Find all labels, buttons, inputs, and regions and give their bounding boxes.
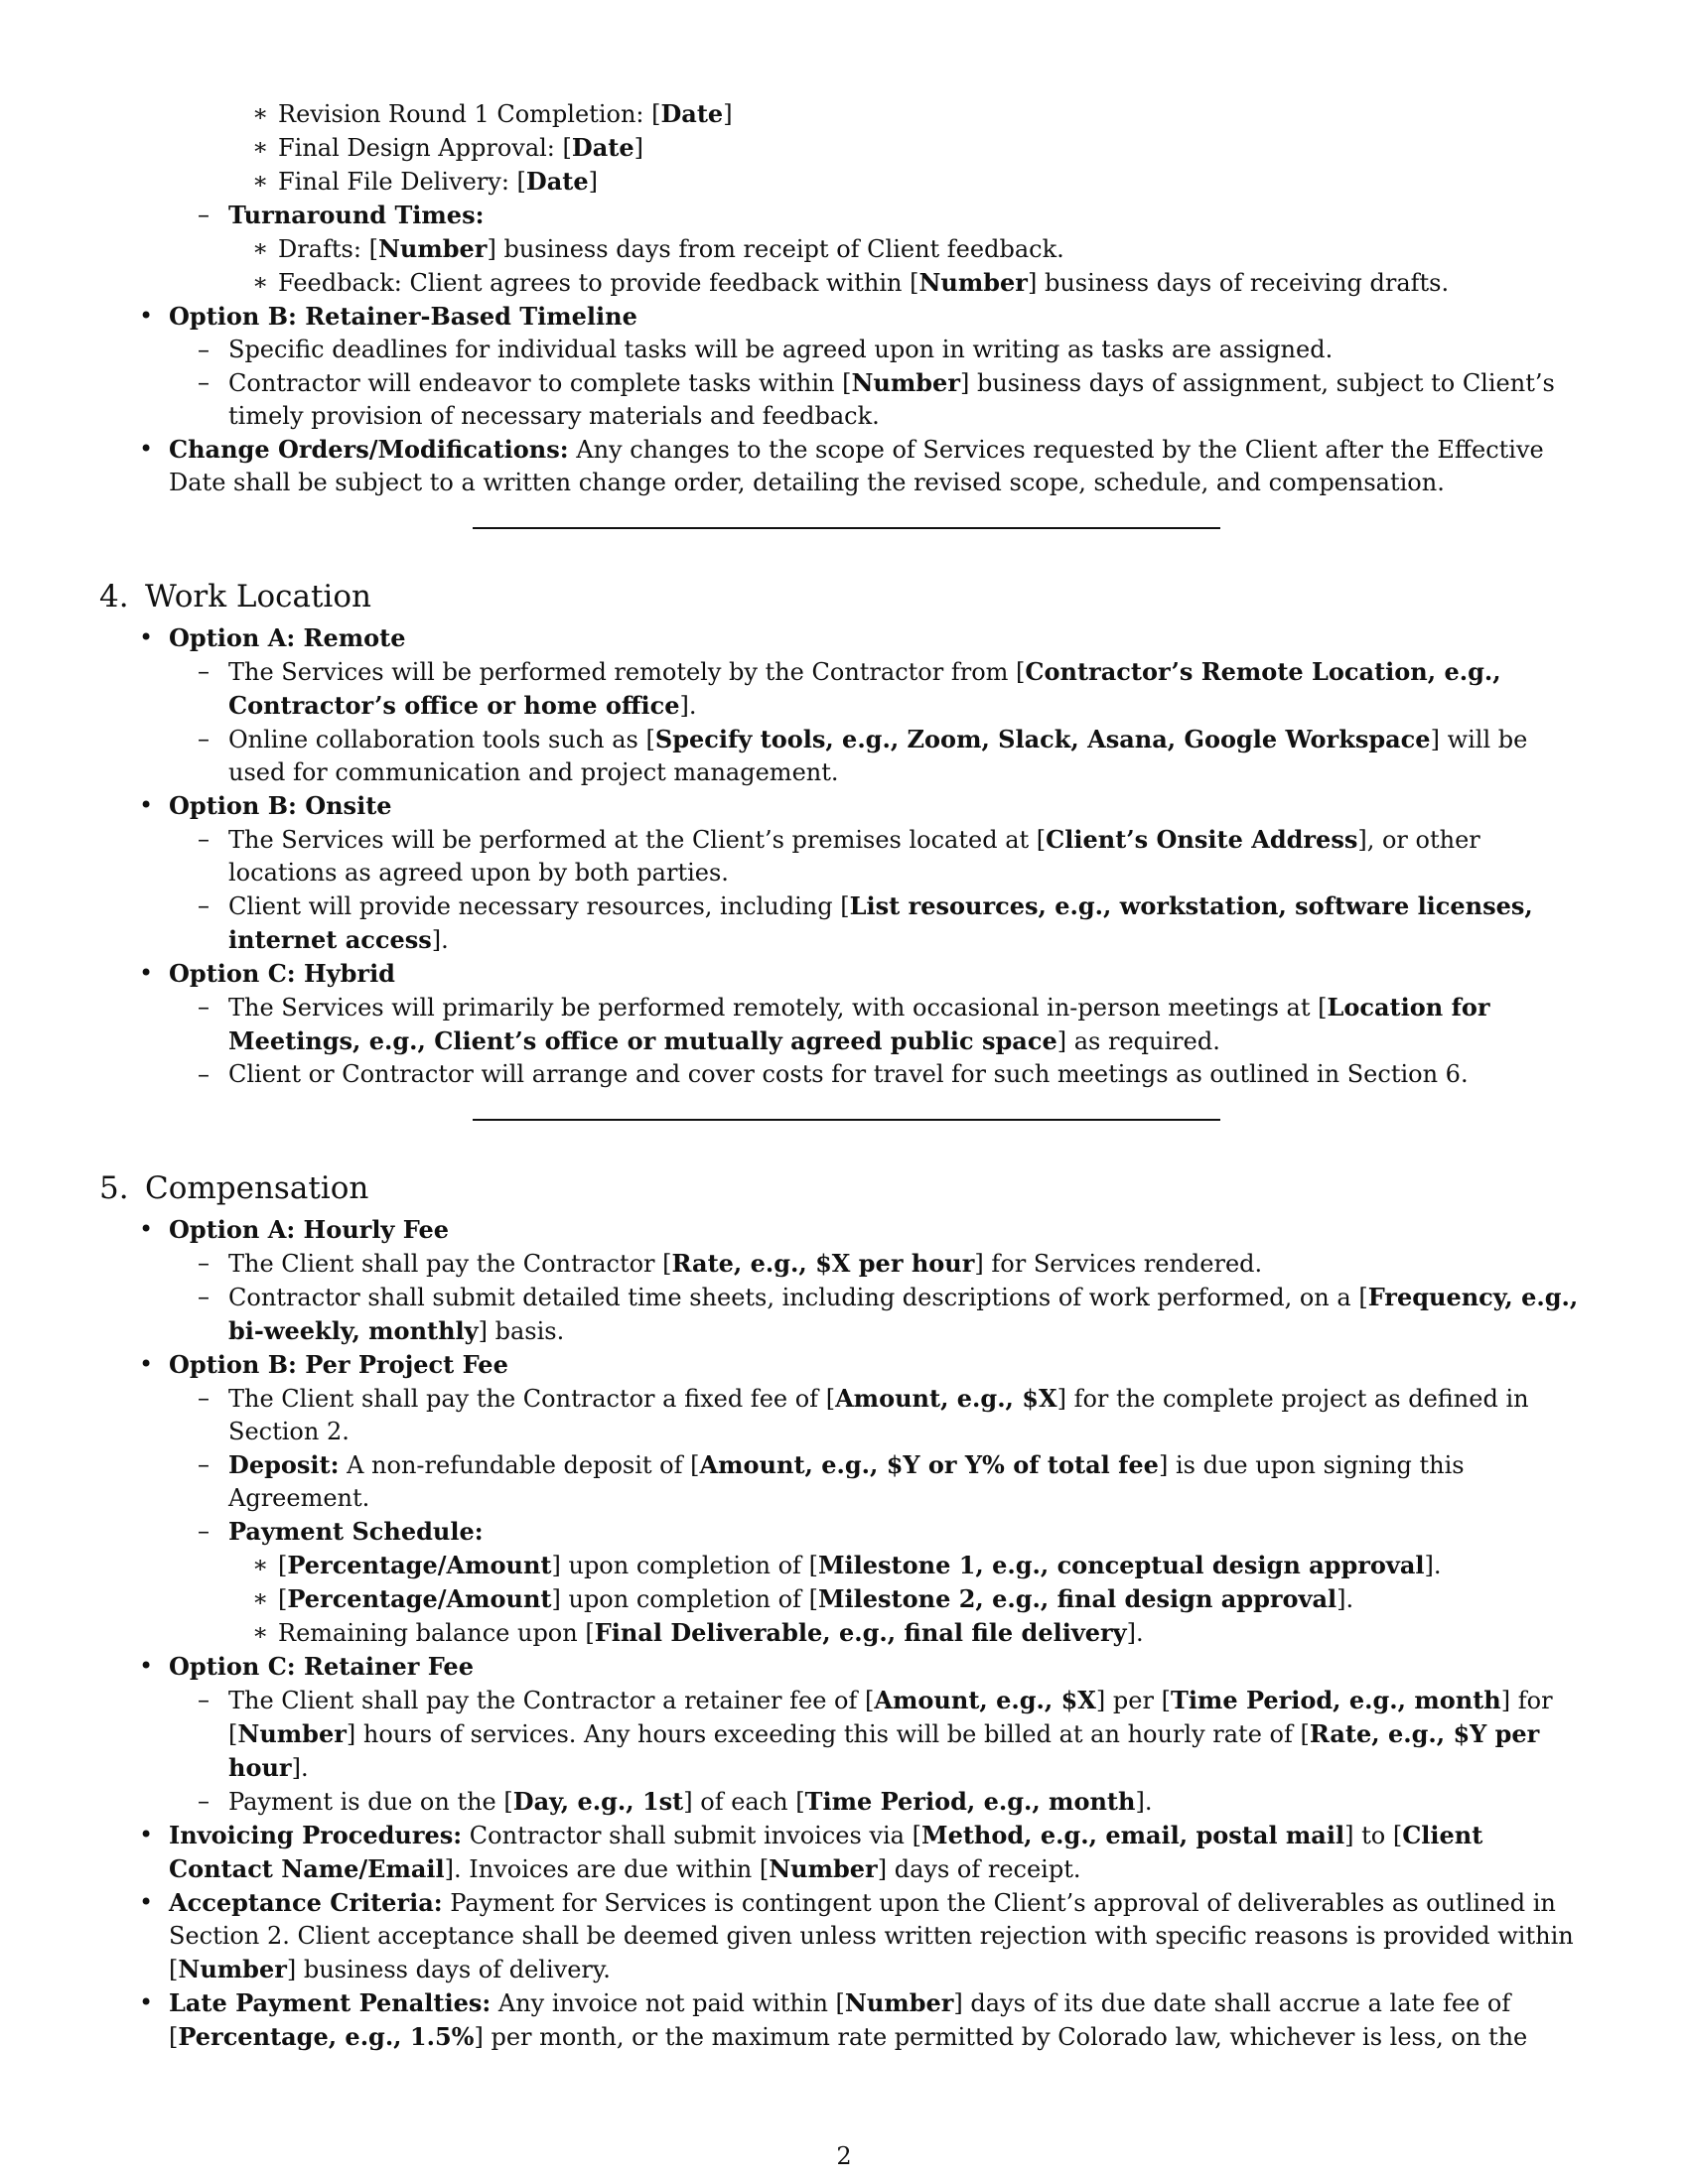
section-heading-compensation: 5. Compensation — [99, 1170, 369, 1206]
turnaround-list — [169, 199, 1589, 300]
section-heading-work-location: 4. Work Location — [99, 579, 371, 614]
list-item: • Option C: Retainer Fee – The Client shall pay the Contractor a retainer fee of [Amount, e.g., $X] per [Time Period, e.g., month] for [Number] hours of services. Any hours exceeding this will be billed at an hourly rate of [Rate, e.g., $Y per hour]. – Payment is due on the [Day, e.g., 1st] of each [Time Period, e.g., month]. — [99, 1650, 1589, 1819]
page-number: 2 — [836, 2142, 852, 2170]
list-item: • Option C: Hybrid – The Services will primarily be performed remotely, with occasional in-person meetings at [Location for Meetings, e.g., Client’s office or mutually agreed public space] as required. – Client or Contractor will arrange and cover costs for travel for such meetings as outlined in Section 6. — [99, 957, 1589, 1091]
list-item: • Option A: Remote – The Services will be performed remotely by the Contractor from [Contractor’s Remote Location, e.g., Contractor’s office or home office]. – Online collaboration tools such as [Specify tools, e.g., Zoom, Slack, Asana, Google Workspace] will be used for communication and project management. — [99, 621, 1589, 789]
list-item: • Option A: Hourly Fee – The Client shall pay the Contractor [Rate, e.g., $X per hour] for Services rendered. – Contractor shall submit detailed time sheets, including descriptions of work performed, on a [Frequency, e.g., bi-weekly, monthly] basis. — [99, 1213, 1589, 1348]
list-item: – The Client shall pay the Contractor a fixed fee of [Amount, e.g., $X] for the complete project as defined in Section 2. — [169, 1382, 1589, 1448]
document-page — [99, 97, 1589, 2054]
list-item: – The Services will be performed remotely by the Contractor from [Contractor’s Remote Location, e.g., Contractor’s office or home office]. — [169, 655, 1589, 723]
list-item: – Client will provide necessary resources, including [List resources, e.g., workstation, software licenses, internet access]. — [169, 889, 1589, 957]
list-item: ∗ [Percentage/Amount] upon completion of [Milestone 1, e.g., conceptual design approval]. — [228, 1549, 1589, 1582]
list-item: • Late Payment Penalties: Any invoice not paid within [Number] days of its due date shall accrue a late fee of [Percentage, e.g., 1.5%] per month, or the maximum rate permitted by Colorado law, whichever is less, on the — [99, 1986, 1589, 2054]
list-item: – Payment is due on the [Day, e.g., 1st] of each [Time Period, e.g., month]. — [169, 1785, 1589, 1819]
section-divider — [473, 527, 1220, 529]
list-item: – Turnaround Times: ∗ Drafts: [Number] business days from receipt of Client feedback. ∗ Feedback: Client agrees to provide feedback within [Number] business days of receiving drafts. — [169, 199, 1589, 300]
section-divider — [473, 1119, 1220, 1121]
list-item: – The Services will be performed at the Client’s premises located at [Client’s Onsite Address], or other locations as agreed upon by both parties. — [169, 823, 1589, 889]
timeline-options-list — [99, 300, 1589, 499]
list-item: ∗ Final File Delivery: [Date] — [228, 165, 1589, 199]
list-item: • Option B: Retainer-Based Timeline – Specific deadlines for individual tasks will be agreed upon in writing as tasks are assigned. – Contractor will endeavor to complete tasks within [Number] business days of assignment, subject to Client’s timely provision of necessary materials and feedback. — [99, 300, 1589, 433]
list-item: • Acceptance Criteria: Payment for Services is contingent upon the Client’s approval of deliverables as outlined in Section 2. Client acceptance shall be deemed given unless written rejection with specific reasons is provided within [Number] business days of delivery. — [99, 1886, 1589, 1986]
list-item: ∗ Remaining balance upon [Final Deliverable, e.g., final file delivery]. — [228, 1616, 1589, 1650]
list-item: • Change Orders/Modifications: Any changes to the scope of Services requested by the Client after the Effective Date shall be subject to a written change order, detailing the revised scope, schedule, and compensation. — [99, 433, 1589, 499]
list-item: – The Services will primarily be performed remotely, with occasional in-person meetings at [Location for Meetings, e.g., Client’s office or mutually agreed public space] as required. — [169, 991, 1589, 1058]
milestone-list — [228, 97, 1589, 199]
list-item: – Contractor shall submit detailed time sheets, including descriptions of work performed, on a [Frequency, e.g., bi-weekly, monthly] basis. — [169, 1281, 1589, 1348]
list-item: • Option B: Per Project Fee – The Client shall pay the Contractor a fixed fee of [Amount, e.g., $X] for the complete project as defined in Section 2. – Deposit: A non-refundable deposit of [Amount, e.g., $Y or Y% of total fee] is due upon signing this Agreement. – Payment Schedule: ∗ [Percentage/Amount] upon completion of [Milestone 1, e.g., conceptual design approval]. ∗ [Percentage/Amount] upon completion of [Milestone 2, e.g., final design approval]. ∗ Remaining balance upon [Final Deliverable, e.g., final file delivery]. — [99, 1348, 1589, 1650]
list-item: – The Client shall pay the Contractor a retainer fee of [Amount, e.g., $X] per [Time Period, e.g., month] for [Number] hours of services. Any hours exceeding this will be billed at an hourly rate of [Rate, e.g., $Y per hour]. — [169, 1684, 1589, 1785]
list-item: – Contractor will endeavor to complete tasks within [Number] business days of assignment, subject to Client’s timely provision of necessary materials and feedback. — [169, 366, 1589, 433]
list-item: – Payment Schedule: ∗ [Percentage/Amount] upon completion of [Milestone 1, e.g., conceptual design approval]. ∗ [Percentage/Amount] upon completion of [Milestone 2, e.g., final design approval]. ∗ Remaining balance upon [Final Deliverable, e.g., final file delivery]. — [169, 1515, 1589, 1650]
compensation-list — [99, 1213, 1589, 2054]
list-item: – Online collaboration tools such as [Specify tools, e.g., Zoom, Slack, Asana, Google Workspace] will be used for communication and project management. — [169, 723, 1589, 789]
list-item: ∗ Final Design Approval: [Date] — [228, 131, 1589, 165]
list-item: ∗ [Percentage/Amount] upon completion of [Milestone 2, e.g., final design approval]. — [228, 1582, 1589, 1616]
list-item: – Client or Contractor will arrange and cover costs for travel for such meetings as outlined in Section 6. — [169, 1058, 1589, 1091]
list-item: – The Client shall pay the Contractor [Rate, e.g., $X per hour] for Services rendered. — [169, 1247, 1589, 1281]
work-location-list — [99, 621, 1589, 1091]
list-item: • Invoicing Procedures: Contractor shall submit invoices via [Method, e.g., email, postal mail] to [Client Contact Name/Email]. Invoices are due within [Number] days of receipt. — [99, 1819, 1589, 1886]
list-item: ∗ Feedback: Client agrees to provide feedback within [Number] business days of receiving drafts. — [228, 266, 1589, 300]
list-item: ∗ Drafts: [Number] business days from receipt of Client feedback. — [228, 232, 1589, 266]
list-item: ∗ Revision Round 1 Completion: [Date] — [228, 97, 1589, 131]
list-item: – Specific deadlines for individual tasks will be agreed upon in writing as tasks are assigned. — [169, 334, 1589, 366]
list-item: – Deposit: A non-refundable deposit of [Amount, e.g., $Y or Y% of total fee] is due upon signing this Agreement. — [169, 1448, 1589, 1515]
list-item: • Option B: Onsite – The Services will be performed at the Client’s premises located at [Client’s Onsite Address], or other locations as agreed upon by both parties. – Client will provide necessary resources, including [List resources, e.g., workstation, software licenses, internet access]. — [99, 789, 1589, 957]
